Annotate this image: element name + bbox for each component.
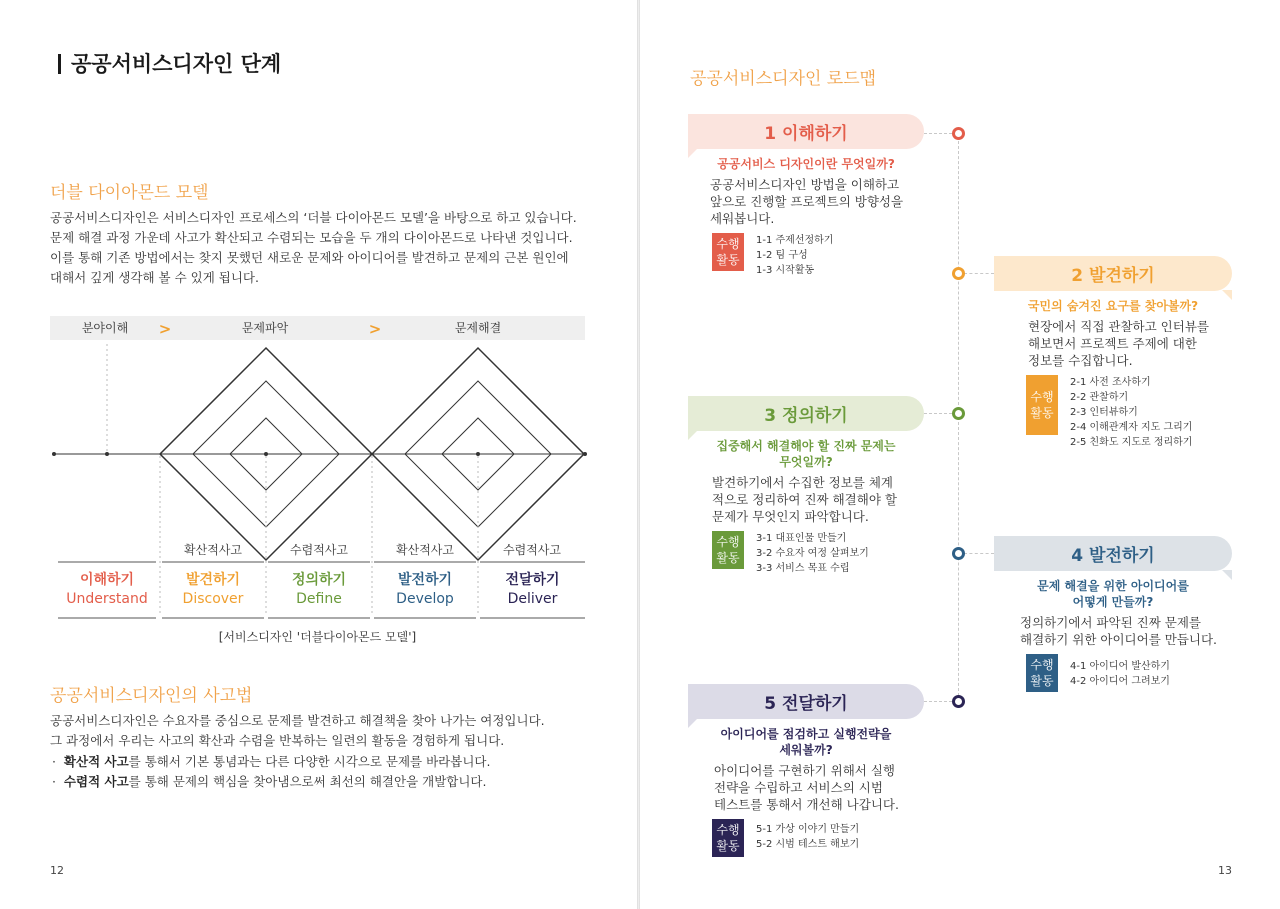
step-banner: 5 전달하기 [688,684,924,719]
title-bar [58,54,61,74]
step-activities [688,819,924,857]
phase-label-ko: 전달하기 [505,572,560,588]
desc-line: 문제가 무엇인지 파악합니다. [712,509,869,524]
paragraph-line: 문제 해결 과정 가운데 사고가 확산되고 수렴되는 모습을 두 개의 다이아몬드로 나타낸 것입니다. [50,230,573,245]
activity-list [756,233,833,278]
step-description [994,318,1232,369]
thinking-label: 확산적사고 [184,543,242,557]
axis-dot [52,452,56,456]
roadmap-step-understand [688,114,924,278]
step-description [688,762,924,813]
bullet-text: 를 통해 문제의 핵심을 찾아냄으로써 최선의 해결안을 개발합니다. [128,774,487,789]
step-banner: 3 정의하기 [688,396,924,431]
header-label-understand: 분야이해 [81,321,129,335]
activity-item: 2-1 사전 조사하기 [1070,377,1151,388]
timeline-connector [964,273,994,274]
step-question [688,438,924,470]
desc-line: 해결하기 위한 아이디어를 만듭니다. [1020,632,1218,647]
question-line: 무엇일까? [779,455,833,469]
double-diamond-heading: 더블 다이아몬드 모델 [50,183,209,203]
timeline-connector [924,133,952,134]
activity-list [756,819,859,852]
step-activities [688,531,924,576]
thinking-heading: 공공서비스디자인의 사고법 [50,686,253,706]
activity-item: 2-2 관찰하기 [1070,392,1129,403]
step-question [994,298,1232,314]
question-line: 세워볼까? [779,743,833,757]
activity-list [756,531,869,576]
thinking-label: 수렴적사고 [503,543,561,557]
question-line: 어떻게 만들까? [1072,595,1154,609]
step-description [994,614,1232,648]
desc-line: 정의하기에서 파악된 진짜 문제를 [1020,615,1201,630]
header-label-solution: 문제해결 [454,321,502,335]
badge-line: 수행 [1030,390,1054,404]
thinking-paragraph [50,711,585,751]
step-question [994,578,1232,610]
badge-line: 활동 [716,551,740,565]
roadmap-step-develop [994,536,1232,692]
double-diamond-diagram [50,316,590,622]
step-banner: 1 이해하기 [688,114,924,149]
step-description [688,474,924,525]
desc-line: 앞으로 진행할 프로젝트의 방향성을 [710,194,904,209]
timeline-connector [924,701,952,702]
activity-list [1070,375,1192,450]
step-question [688,156,924,172]
axis-dot [105,452,109,456]
step-question [688,726,924,758]
paragraph-line: 대해서 깊게 생각해 볼 수 있게 됩니다. [50,270,259,285]
desc-line: 현장에서 직접 관찰하고 인터뷰를 [1028,319,1209,334]
step-description [688,176,924,227]
activity-item: 5-2 시범 테스트 해보기 [756,839,860,850]
bullet-text: 를 통해서 기본 통념과는 다른 다양한 시각으로 문제를 바라봅니다. [128,754,491,769]
activity-badge [712,233,744,271]
phase-labels [58,562,585,618]
bullet-item: · 확산적 사고를 통해서 기본 통념과는 다른 다양한 시각으로 문제를 바라봅니다. [52,754,491,769]
activity-item: 4-1 아이디어 발산하기 [1070,661,1170,672]
activity-list [1070,654,1170,689]
desc-line: 발견하기에서 수집한 정보를 체계 [712,475,893,490]
activity-badge [1026,654,1058,692]
axis-dot [264,452,268,456]
activity-item: 1-1 주제선정하기 [756,235,834,246]
desc-line: 세워봅니다. [710,211,775,226]
desc-line: 적으로 정리하여 진짜 해결해야 할 [712,492,897,507]
step-banner: 4 발전하기 [994,536,1232,571]
left-page [0,0,638,909]
paragraph-line: 공공서비스디자인은 수요자를 중심으로 문제를 발견하고 해결책을 찾아 나가는 여정입니다. [50,713,545,728]
desc-line: 정보를 수집합니다. [1028,353,1133,368]
page-number-left: 12 [50,864,64,877]
timeline-connector [964,553,994,554]
activity-item: 2-5 친화도 지도로 정리하기 [1070,437,1193,448]
badge-line: 활동 [1030,406,1054,420]
phase-label-en: Understand [66,591,148,607]
desc-line: 공공서비스디자인 방법을 이해하고 [710,177,900,192]
phase-label-en: Discover [182,591,244,607]
timeline-dot [952,407,965,420]
diagram-caption: [서비스디자인 '더블다이아몬드 모델'] [218,630,417,644]
activity-item: 3-1 대표인물 만들기 [756,533,847,544]
header-arrow-2: > [368,320,382,338]
timeline-connector [924,413,952,414]
timeline-line [958,136,959,706]
header-label-problem: 문제파악 [241,321,289,335]
activity-item: 1-3 시작활동 [756,265,815,276]
step-activities [688,233,924,278]
step-activities [994,654,1232,692]
desc-line: 해보면서 프로젝트 주제에 대한 [1028,336,1197,351]
roadmap-step-deliver [688,684,924,857]
badge-line: 수행 [716,237,740,251]
badge-line: 활동 [1030,674,1054,688]
double-diamond-paragraph [50,208,585,288]
timeline-dot [952,547,965,560]
phase-label-en: Develop [396,591,454,607]
badge-line: 수행 [716,535,740,549]
header-arrow-1: > [158,320,172,338]
desc-line: 전략을 수립하고 서비스의 시범 [714,780,883,795]
badge-line: 수행 [716,823,740,837]
roadmap-step-discover [994,256,1232,450]
phase-label-ko: 발견하기 [185,572,241,588]
thinking-label: 수렴적사고 [290,543,348,557]
step-banner: 2 발견하기 [994,256,1232,291]
question-line: 아이디어를 점검하고 실행전략을 [720,727,892,741]
bullet-bold: 수렴적 사고 [63,774,129,789]
page-title [58,48,281,78]
question-line: 국민의 숨겨진 요구를 찾아볼까? [1027,299,1199,313]
activity-item: 1-2 팀 구성 [756,250,808,261]
phase-label-ko: 발전하기 [397,572,453,588]
page-title-text: 공공서비스디자인 단계 [71,52,282,76]
paragraph-line: 공공서비스디자인은 서비스디자인 프로세스의 ‘더블 다이아몬드 모델’을 바탕으로 하고 있습니다. [50,210,577,225]
phase-label-en: Define [296,591,342,607]
activity-badge [1026,375,1058,435]
activity-item: 4-2 아이디어 그려보기 [1070,676,1170,687]
timeline-dot [952,267,965,280]
thinking-label: 확산적사고 [396,543,454,557]
roadmap-step-define [688,396,924,576]
phase-label-ko: 정의하기 [291,572,347,588]
desc-line: 테스트를 통해서 개선해 나갑니다. [714,797,899,812]
right-page [640,0,1280,909]
activity-item: 2-4 이해관계자 지도 그리기 [1070,422,1193,433]
axis-dot [476,452,480,456]
phase-label-ko: 이해하기 [79,572,135,588]
bullet-bold: 확산적 사고 [63,754,129,769]
activity-item: 5-1 가상 이야기 만들기 [756,824,860,835]
diagram-header-bar [50,316,585,340]
activity-badge [712,819,744,857]
timeline-dot [952,127,965,140]
activity-item: 3-3 서비스 목표 수립 [756,563,850,574]
question-line: 공공서비스 디자인이란 무엇일까? [717,157,895,171]
paragraph-line: 이를 통해 기존 방법에서는 찾지 못했던 새로운 문제와 아이디어를 발견하고 문제의 근본 원인에 [50,250,569,265]
activity-item: 3-2 수요자 여정 살펴보기 [756,548,869,559]
question-line: 집중해서 해결해야 할 진짜 문제는 [716,439,896,453]
bullet-item: · 수렴적 사고를 통해 문제의 핵심을 찾아냄으로써 최선의 해결안을 개발합니다. [52,774,487,789]
activity-badge [712,531,744,569]
desc-line: 아이디어를 구현하기 위해서 실행 [714,763,895,778]
phase-label-en: Deliver [507,591,558,607]
badge-line: 수행 [1030,658,1054,672]
badge-line: 활동 [716,253,740,267]
activity-item: 2-3 인터뷰하기 [1070,407,1138,418]
timeline-dot [952,695,965,708]
step-activities [994,375,1232,450]
paragraph-line: 그 과정에서 우리는 사고의 확산과 수렴을 반복하는 일련의 활동을 경험하게 됩니다. [50,733,505,748]
badge-line: 활동 [716,839,740,853]
thinking-bullets [52,752,490,792]
roadmap-title: 공공서비스디자인 로드맵 [690,69,877,89]
question-line: 문제 해결을 위한 아이디어를 [1037,579,1189,593]
page-number-right: 13 [1218,864,1232,877]
